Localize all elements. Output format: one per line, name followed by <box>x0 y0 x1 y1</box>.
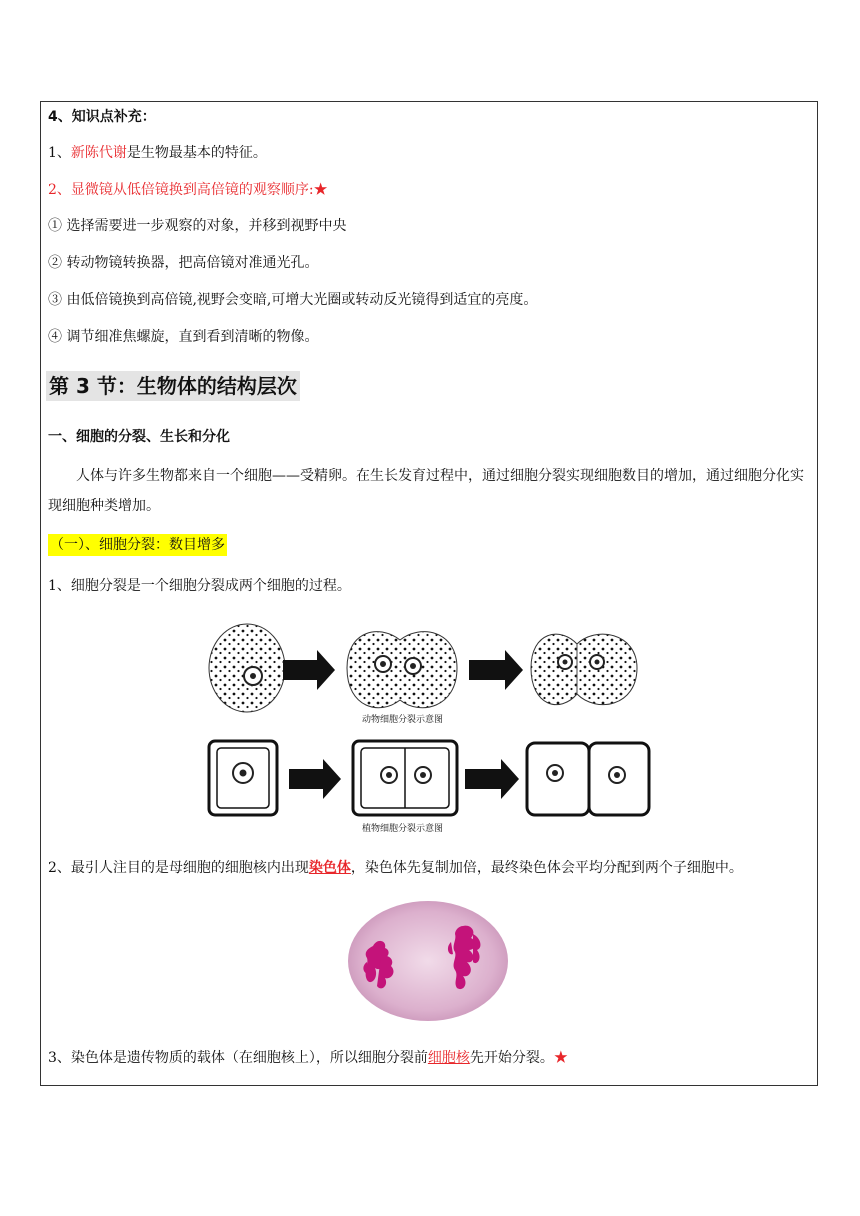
subsection-title: 一、细胞的分裂、生长和分化 <box>48 429 230 445</box>
item1-key-term: 新陈代谢 <box>70 145 127 161</box>
highlight-line <box>48 536 227 554</box>
supplement-title: 4、知识点补充： <box>48 109 156 125</box>
p3-rest: 先开始分裂。 <box>469 1050 554 1066</box>
step-1: ① 选择需要进一步观察的对象，并移到视野中央 <box>48 218 347 234</box>
animal-cells-dividing <box>347 632 457 708</box>
arrow-icon <box>289 759 341 799</box>
highlighted-subheading: （一）、细胞分裂：数目增多 <box>48 534 227 556</box>
intro-paragraph: 人体与许多生物都来自一个细胞——受精卵。在生长发育过程中，通过细胞分裂实现细胞数目的增加，通过细胞分化实现细胞种类增加。 <box>48 468 804 514</box>
p2-rest: ，染色体先复制加倍，最终染色体会平均分配到两个子细胞中。 <box>350 860 743 876</box>
p3-key-term: 细胞核 <box>427 1050 470 1066</box>
item1-prefix: 1、 <box>48 145 71 161</box>
p2-key-term: 染色体 <box>308 860 351 876</box>
p2-prefix: 2、最引人注目的是母细胞的细胞核内出现 <box>48 860 309 876</box>
step-3: ③ 由低倍镜换到高倍镜,视野会变暗,可增大光圈或转动反光镜得到适宜的亮度。 <box>48 292 538 308</box>
animal-figure-caption: 动物细胞分裂示意图 <box>362 715 444 725</box>
star-icon: ★ <box>313 182 328 198</box>
animal-daughter-cells <box>531 634 637 704</box>
step-2: ② 转动物镜转换器，把高倍镜对准通光孔。 <box>48 255 319 271</box>
supplement-item-2 <box>48 181 328 199</box>
arrow-icon <box>283 650 335 690</box>
arrow-icon <box>469 650 523 690</box>
plant-cell-division-figure <box>205 737 653 821</box>
paragraph-3 <box>48 1049 568 1067</box>
chromosome-micrograph <box>345 898 511 1024</box>
item2-text: 2、显微镜从低倍镜换到高倍镜的观察顺序: <box>48 182 314 198</box>
section-heading: 第 3 节：生物体的结构层次 <box>46 371 300 401</box>
item1-rest: 是生物最基本的特征。 <box>126 145 267 161</box>
paragraph-2 <box>48 859 743 877</box>
arrow-icon <box>465 759 519 799</box>
star-icon: ★ <box>553 1050 568 1066</box>
p3-prefix: 3、染色体是遗传物质的载体（在细胞核上），所以细胞分裂前 <box>48 1050 428 1066</box>
paragraph-1: 1、细胞分裂是一个细胞分裂成两个细胞的过程。 <box>48 578 351 594</box>
plant-figure-caption: 植物细胞分裂示意图 <box>362 824 444 834</box>
step-4: ④ 调节细准焦螺旋，直到看到清晰的物像。 <box>48 329 319 345</box>
supplement-item-1 <box>48 144 267 162</box>
